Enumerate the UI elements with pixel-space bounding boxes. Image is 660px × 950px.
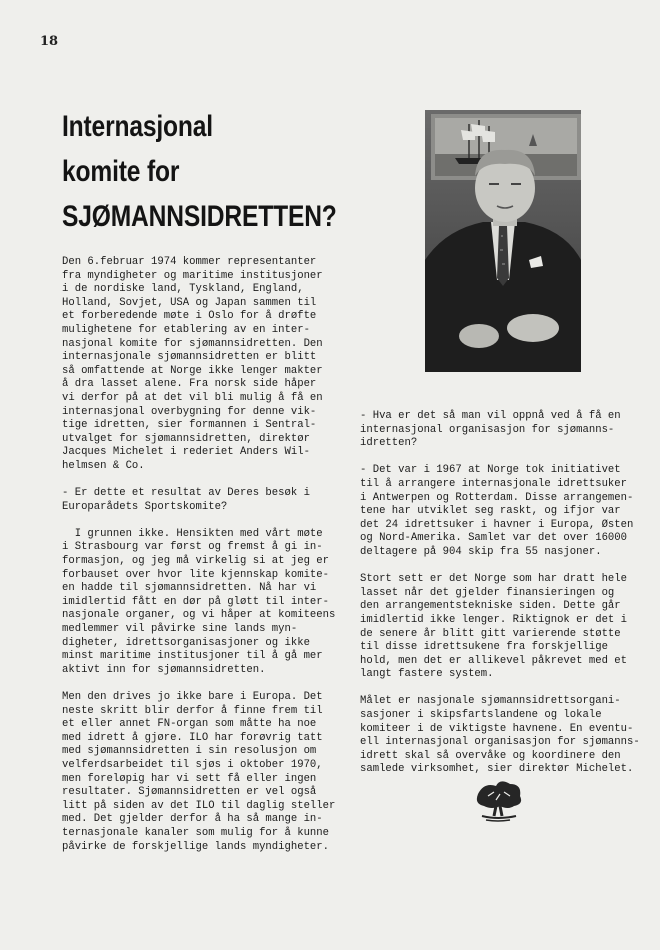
article-title: [62, 104, 397, 239]
paragraph-question-2: - Hva er det så man vil oppnå ved å få en internasjonal organisasjon for sjømanns- idretten?: [360, 410, 621, 450]
paragraph-answer-4: Stort sett er det Norge som har dratt hele lasset når det gjelder finansieringen og den arrangementstekniske siden. Dette går imidlertid ikke lenger. Riktignok er det i de senere år blitt gitt varierende støtte til disse idrettsukene fra forskjellige hold, men det er allikevel påkrevet med et langt fastere system.: [360, 573, 628, 681]
paragraph-answer-3: - Det var i 1967 at Norge tok initiativet til å arrangere internasjonale idrettsuker i Antwerpen og Rotterdam. Disse arrangemen- tene har utviklet seg raskt, og ifjor var det 24 idrettsuker i havner i Europa, Østen og Nord-Amerika. Samlet var det over 16000 deltagere på 904 skip fra 55 nasjoner.: [360, 464, 634, 558]
paragraph-conclusion: Målet er nasjonale sjømannsidrettsorgani- sasjoner i skipsfartslandene og lokale komiteer i de viktigste havnene. En eventu- ell internasjonal organisasjon for sjømanns- idrett skal så overvåke og koordinere den samlede virksomhet, sier direktør Michelet.: [360, 695, 640, 776]
title-line-1: Internasjonal: [62, 110, 213, 143]
portrait-illustration: [425, 110, 581, 372]
tree-emblem-icon: [470, 776, 526, 822]
title-line-2: komite for: [62, 155, 180, 188]
paragraph-answer-1: I grunnen ikke. Hensikten med vårt møte i Strasbourg var først og fremst å gi in- formasjon, og jeg må virkelig si at jeg er forbauset over hvor lite kjennskap komite- en hadde til sjømannsidretten. Nå har vi imidlertid fått en dør på gløtt til inter- nasjonale organer, og vi håper at komiteens medlemmer vil påvirke sine lands myn- digheter, idrettsorganisasjoner og ikke minst maritime institusjoner til å gå mer aktivt inn for sjømannsidretten.: [62, 527, 336, 676]
paragraph-answer-2: Men den drives jo ikke bare i Europa. Det neste skritt blir derfor å finne frem til et eller annet FN-organ som måtte ha noe med idrett å gjøre. ILO har forøvrig tatt med sjømannsidretten i sin resolusjon om velferdsarbeidet til sjøs i oktober 1970, men foreløpig har vi sett få eller ingen resultater. Sjømannsidretten er vel også litt på siden av det ILO til daglig steller med. Det gjelder derfor å ha så mange in- ternasjonale kanaler som mulig for å kunne påvirke de forskjellige lands myndigheter.: [62, 691, 336, 853]
paragraph-intro: Den 6.februar 1974 kommer representanter fra myndigheter og maritime institusjoner i de nordiske land, Tyskland, England, Holland, Sovjet, USA og Japan sammen til et forberedende møte i Oslo for å drøfte mulighetene for etablering av en inter- nasjonal komite for sjømannsidretten. Den internasjonale sjømannsidretten er blitt så omfattende at Norge ikke lenger makter å dra lasset alene. Fra norsk side håper vi derfor på at det vil bli mulig å få en internasjonal overbygning for denne vik- tige idretten, sier formannen i Sentral- utvalget for sjømannsidretten, direktør Jacques Michelet i rederiet Anders Wil- helmsen & Co.: [62, 256, 323, 472]
title-line-3: SJØMANNSIDRETTEN?: [62, 200, 337, 233]
paragraph-question-1: - Er dette et resultat av Deres besøk i Europarådets Sportskomite?: [62, 487, 310, 513]
portrait-photo: [425, 110, 581, 372]
page-number: 18: [40, 34, 59, 49]
right-column: [360, 410, 650, 791]
left-column: [62, 256, 352, 868]
